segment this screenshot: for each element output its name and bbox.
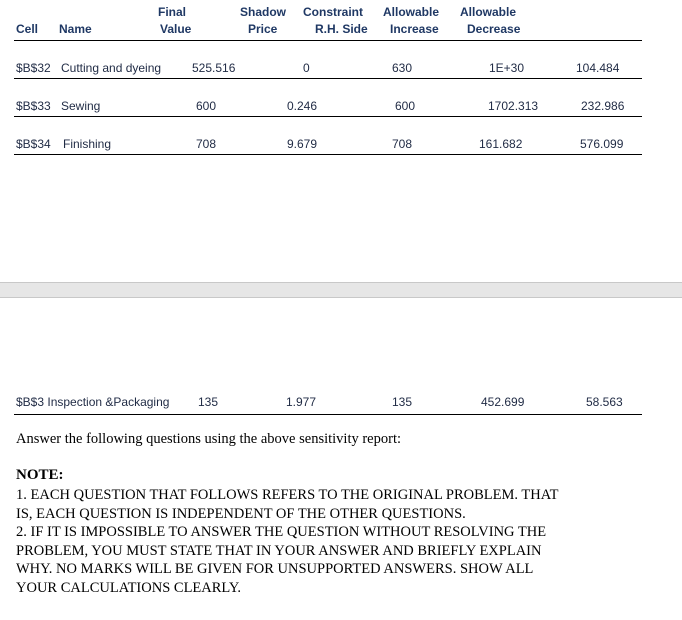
row-underline (14, 116, 642, 117)
header-inc-line1: Allowable (383, 5, 440, 19)
row-shadow-price: 0.246 (287, 99, 318, 113)
row-cell: $B$34 (16, 137, 51, 151)
row-allowable-decrease: 232.986 (581, 99, 625, 113)
row-shadow-price: 1.977 (286, 395, 317, 409)
header-shadow-line2: Price (248, 22, 278, 36)
row-allowable-increase: 1E+30 (489, 61, 525, 75)
row-final-value: 600 (196, 99, 217, 113)
header-final-line1: Final (158, 5, 187, 19)
note-line: WHY. NO MARKS WILL BE GIVEN FOR UNSUPPORTED ANSWERS. SHOW ALL (16, 561, 534, 577)
note-line: IS, EACH QUESTION IS INDEPENDENT OF THE OTHER QUESTIONS. (16, 505, 466, 522)
row-name: Sewing (61, 99, 101, 113)
row-shadow-price: 9.679 (287, 137, 318, 151)
note-line: PROBLEM, YOU MUST STATE THAT IN YOUR ANSWER AND BRIEFLY EXPLAIN (16, 542, 542, 559)
header-inc-line2: Increase (390, 22, 439, 36)
header-shadow-line1: Shadow (240, 5, 287, 19)
note-line: 1. EACH QUESTION THAT FOLLOWS REFERS TO THE ORIGINAL PROBLEM. THAT (16, 487, 559, 503)
header-cell: Cell (16, 22, 39, 36)
row-underline (14, 78, 642, 79)
note-line: 2. IF IT IS IMPOSSIBLE TO ANSWER THE QUESTION WITHOUT RESOLVING THE (16, 524, 547, 540)
section-separator (0, 282, 682, 298)
row-rhs: 600 (395, 99, 416, 113)
row-cell: $B$33 (16, 99, 51, 113)
row-allowable-decrease: 104.484 (576, 61, 620, 75)
row-rhs: 708 (392, 137, 413, 151)
row-name: Cutting and dyeing (61, 61, 162, 75)
row-underline (14, 154, 642, 155)
row-allowable-increase: 452.699 (481, 395, 525, 409)
header-name: Name (59, 22, 92, 36)
header-constraint-line1: Constraint (303, 5, 363, 19)
note-title: NOTE: (16, 467, 64, 483)
row-underline (14, 414, 642, 415)
row-allowable-decrease: 58.563 (586, 395, 623, 409)
row-final-value: 525.516 (192, 61, 236, 75)
row-cell: $B$32 (16, 61, 51, 75)
row-name: Finishing (63, 137, 112, 151)
row-shadow-price: 0 (303, 61, 310, 75)
header-underline (14, 40, 642, 41)
row-final-value: 708 (196, 137, 217, 151)
row-allowable-increase: 161.682 (479, 137, 523, 151)
header-final-line2: Value (160, 22, 192, 36)
row-final-value: 135 (198, 395, 219, 409)
note-line: YOUR CALCULATIONS CLEARLY. (16, 579, 242, 596)
instruction-text: Answer the following questions using the above sensitivity report: (16, 431, 402, 447)
row-allowable-increase: 1702.313 (488, 99, 539, 113)
header-constraint-line2: R.H. Side (315, 22, 368, 36)
header-dec-line1: Allowable (460, 5, 517, 19)
row-cell-name: $B$3 Inspection &Packaging (16, 395, 170, 409)
note-body (16, 486, 558, 597)
row-rhs: 135 (392, 395, 413, 409)
row-rhs: 630 (392, 61, 413, 75)
header-dec-line2: Decrease (467, 22, 521, 36)
row-allowable-decrease: 576.099 (580, 137, 624, 151)
